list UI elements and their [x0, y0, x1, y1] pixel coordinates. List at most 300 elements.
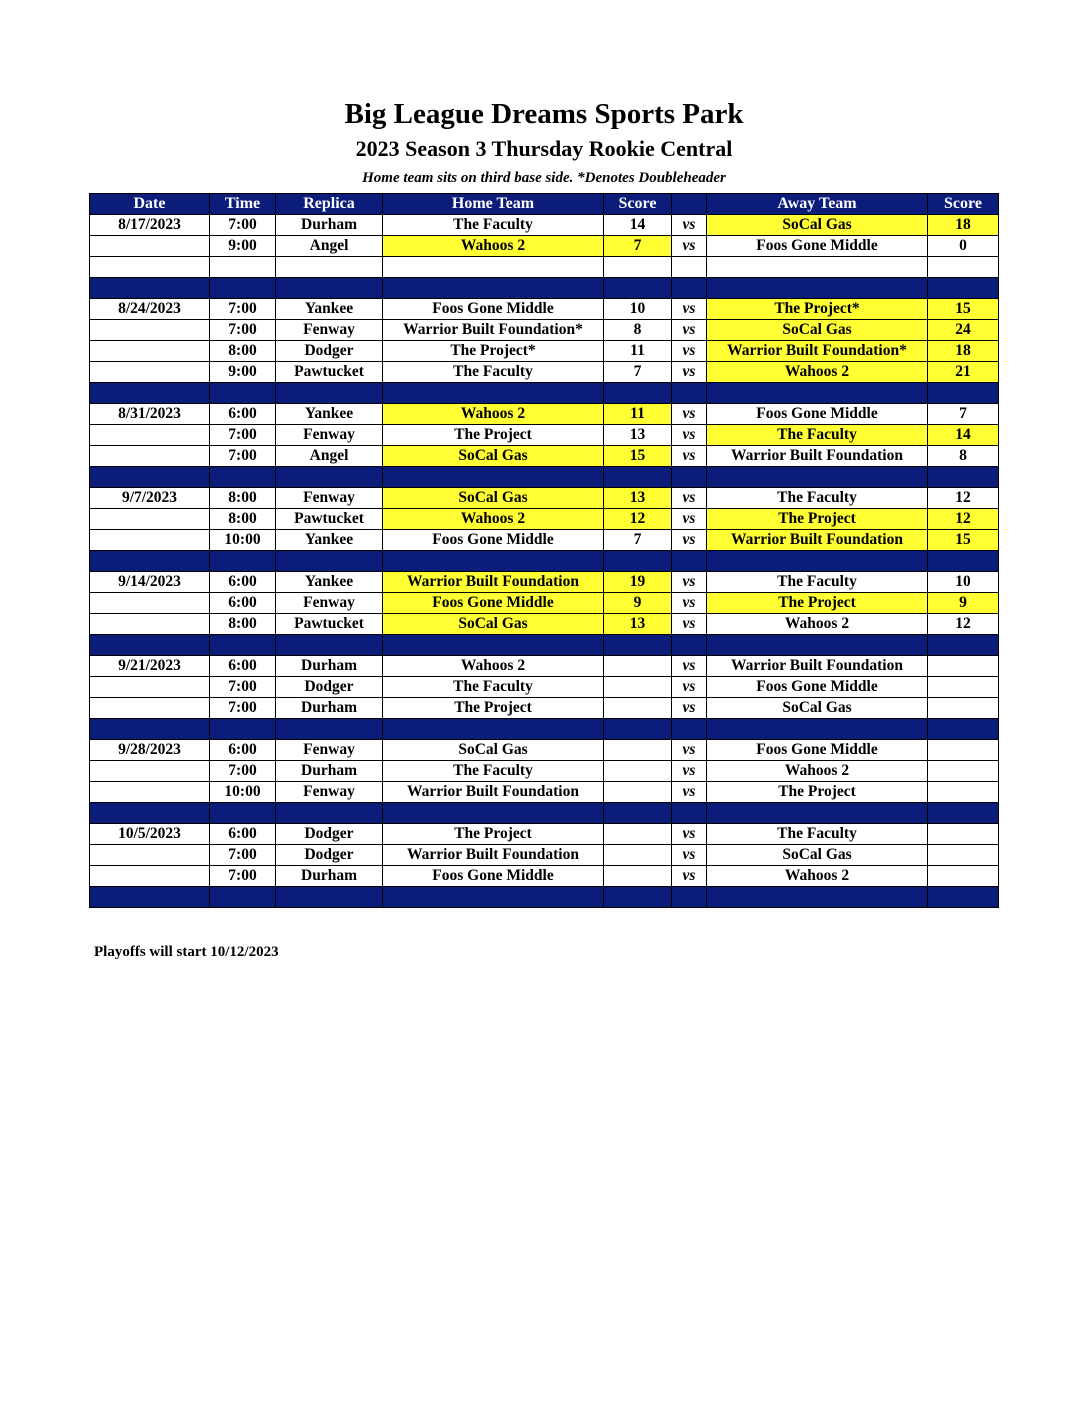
game-date: 8/31/2023 — [90, 404, 210, 425]
away-score — [928, 656, 999, 677]
vs-label: vs — [672, 698, 707, 719]
empty-cell — [383, 887, 604, 908]
empty-cell — [276, 278, 383, 299]
week-separator — [90, 467, 999, 488]
schedule-body — [90, 215, 999, 908]
game-row — [90, 236, 999, 257]
game-row — [90, 530, 999, 551]
game-time: 10:00 — [210, 530, 276, 551]
away-team: Wahoos 2 — [707, 866, 928, 887]
vs-label: vs — [672, 866, 707, 887]
vs-label: vs — [672, 299, 707, 320]
home-score — [604, 761, 672, 782]
home-score — [604, 698, 672, 719]
empty-cell — [672, 278, 707, 299]
col-home-team: Home Team — [383, 194, 604, 215]
game-row — [90, 572, 999, 593]
empty-cell — [90, 551, 210, 572]
game-row — [90, 698, 999, 719]
game-time: 6:00 — [210, 404, 276, 425]
game-replica: Dodger — [276, 845, 383, 866]
empty-cell — [210, 551, 276, 572]
vs-label: vs — [672, 215, 707, 236]
week-separator — [90, 803, 999, 824]
game-row — [90, 845, 999, 866]
home-team: Warrior Built Foundation — [383, 572, 604, 593]
page-note: Home team sits on third base side. *Denotes Doubleheader — [362, 170, 726, 186]
empty-cell — [276, 719, 383, 740]
empty-cell — [928, 551, 999, 572]
home-score — [604, 782, 672, 803]
away-score: 0 — [928, 236, 999, 257]
col-replica: Replica — [276, 194, 383, 215]
game-replica: Dodger — [276, 341, 383, 362]
away-team: Wahoos 2 — [707, 761, 928, 782]
empty-cell — [383, 467, 604, 488]
empty-cell — [604, 551, 672, 572]
away-score: 12 — [928, 488, 999, 509]
vs-label: vs — [672, 488, 707, 509]
home-team: SoCal Gas — [383, 614, 604, 635]
away-score: 24 — [928, 320, 999, 341]
away-team: Warrior Built Foundation* — [707, 341, 928, 362]
empty-cell — [210, 278, 276, 299]
empty-cell — [672, 551, 707, 572]
vs-label: vs — [672, 740, 707, 761]
empty-cell — [90, 467, 210, 488]
empty-cell — [90, 257, 210, 278]
away-score: 12 — [928, 614, 999, 635]
game-replica: Durham — [276, 866, 383, 887]
empty-cell — [210, 719, 276, 740]
home-team: Wahoos 2 — [383, 656, 604, 677]
empty-cell — [383, 803, 604, 824]
home-team: Wahoos 2 — [383, 404, 604, 425]
empty-cell — [383, 551, 604, 572]
away-team: SoCal Gas — [707, 215, 928, 236]
home-score: 11 — [604, 404, 672, 425]
home-team: SoCal Gas — [383, 488, 604, 509]
empty-cell — [276, 467, 383, 488]
game-row — [90, 215, 999, 236]
home-score: 11 — [604, 341, 672, 362]
playoffs-note: Playoffs will start 10/12/2023 — [94, 944, 279, 960]
empty-cell — [276, 383, 383, 404]
away-score: 21 — [928, 362, 999, 383]
home-team: The Faculty — [383, 362, 604, 383]
home-score — [604, 845, 672, 866]
empty-cell — [928, 635, 999, 656]
game-time: 6:00 — [210, 572, 276, 593]
game-date: 10/5/2023 — [90, 824, 210, 845]
away-team: Warrior Built Foundation — [707, 656, 928, 677]
game-date-empty — [90, 677, 210, 698]
col-vs — [672, 194, 707, 215]
empty-cell — [928, 278, 999, 299]
game-date: 9/21/2023 — [90, 656, 210, 677]
away-score — [928, 761, 999, 782]
game-row — [90, 299, 999, 320]
empty-cell — [383, 383, 604, 404]
empty-cell — [707, 383, 928, 404]
blank-row — [90, 257, 999, 278]
home-team: Foos Gone Middle — [383, 593, 604, 614]
empty-cell — [707, 257, 928, 278]
empty-cell — [90, 635, 210, 656]
game-time: 6:00 — [210, 740, 276, 761]
game-date-empty — [90, 362, 210, 383]
game-replica: Durham — [276, 215, 383, 236]
empty-cell — [276, 635, 383, 656]
game-time: 7:00 — [210, 866, 276, 887]
away-score: 12 — [928, 509, 999, 530]
home-team: The Project* — [383, 341, 604, 362]
away-team: The Project — [707, 509, 928, 530]
game-replica: Angel — [276, 236, 383, 257]
game-date-empty — [90, 341, 210, 362]
vs-label: vs — [672, 593, 707, 614]
home-score: 13 — [604, 488, 672, 509]
game-replica: Yankee — [276, 404, 383, 425]
empty-cell — [210, 467, 276, 488]
empty-cell — [672, 467, 707, 488]
away-score: 14 — [928, 425, 999, 446]
col-time: Time — [210, 194, 276, 215]
game-date-empty — [90, 425, 210, 446]
empty-cell — [90, 887, 210, 908]
empty-cell — [210, 803, 276, 824]
home-team: Wahoos 2 — [383, 236, 604, 257]
schedule-table — [89, 193, 999, 908]
away-team: The Project — [707, 782, 928, 803]
away-team: Foos Gone Middle — [707, 236, 928, 257]
away-score: 15 — [928, 530, 999, 551]
empty-cell — [383, 719, 604, 740]
game-row — [90, 677, 999, 698]
empty-cell — [672, 257, 707, 278]
away-team: Wahoos 2 — [707, 362, 928, 383]
empty-cell — [707, 278, 928, 299]
away-score: 18 — [928, 215, 999, 236]
vs-label: vs — [672, 656, 707, 677]
away-team: SoCal Gas — [707, 698, 928, 719]
week-separator — [90, 551, 999, 572]
home-score — [604, 866, 672, 887]
week-separator — [90, 278, 999, 299]
home-team: The Faculty — [383, 215, 604, 236]
game-row — [90, 404, 999, 425]
game-replica: Durham — [276, 761, 383, 782]
empty-cell — [210, 257, 276, 278]
home-score: 10 — [604, 299, 672, 320]
away-score — [928, 698, 999, 719]
vs-label: vs — [672, 845, 707, 866]
home-score: 19 — [604, 572, 672, 593]
game-replica: Fenway — [276, 740, 383, 761]
away-score: 10 — [928, 572, 999, 593]
game-replica: Angel — [276, 446, 383, 467]
empty-cell — [604, 803, 672, 824]
home-score — [604, 656, 672, 677]
home-team: SoCal Gas — [383, 740, 604, 761]
game-time: 7:00 — [210, 698, 276, 719]
game-time: 8:00 — [210, 341, 276, 362]
game-replica: Dodger — [276, 677, 383, 698]
away-team: Warrior Built Foundation — [707, 530, 928, 551]
away-team: Warrior Built Foundation — [707, 446, 928, 467]
away-score: 7 — [928, 404, 999, 425]
empty-cell — [928, 257, 999, 278]
empty-cell — [604, 887, 672, 908]
game-time: 8:00 — [210, 488, 276, 509]
home-score: 9 — [604, 593, 672, 614]
col-home-score: Score — [604, 194, 672, 215]
away-team: SoCal Gas — [707, 845, 928, 866]
game-time: 7:00 — [210, 845, 276, 866]
game-replica: Pawtucket — [276, 362, 383, 383]
vs-label: vs — [672, 446, 707, 467]
home-team: SoCal Gas — [383, 446, 604, 467]
game-date-empty — [90, 866, 210, 887]
game-date-empty — [90, 761, 210, 782]
game-row — [90, 782, 999, 803]
home-score: 15 — [604, 446, 672, 467]
away-team: The Faculty — [707, 488, 928, 509]
vs-label: vs — [672, 824, 707, 845]
empty-cell — [928, 383, 999, 404]
game-time: 8:00 — [210, 509, 276, 530]
home-team: Warrior Built Foundation — [383, 782, 604, 803]
game-row — [90, 488, 999, 509]
game-row — [90, 425, 999, 446]
page-subtitle: 2023 Season 3 Thursday Rookie Central — [355, 136, 733, 161]
vs-label: vs — [672, 425, 707, 446]
empty-cell — [90, 383, 210, 404]
vs-label: vs — [672, 530, 707, 551]
empty-cell — [928, 467, 999, 488]
game-time: 7:00 — [210, 425, 276, 446]
away-score — [928, 845, 999, 866]
empty-cell — [707, 551, 928, 572]
game-row — [90, 509, 999, 530]
game-row — [90, 761, 999, 782]
vs-label: vs — [672, 677, 707, 698]
game-replica: Fenway — [276, 320, 383, 341]
home-team: The Faculty — [383, 761, 604, 782]
game-time: 8:00 — [210, 614, 276, 635]
game-time: 7:00 — [210, 320, 276, 341]
home-score — [604, 677, 672, 698]
away-score — [928, 740, 999, 761]
game-time: 7:00 — [210, 677, 276, 698]
empty-cell — [604, 383, 672, 404]
empty-cell — [276, 887, 383, 908]
game-replica: Yankee — [276, 530, 383, 551]
empty-cell — [928, 887, 999, 908]
game-time: 9:00 — [210, 236, 276, 257]
vs-label: vs — [672, 761, 707, 782]
away-score — [928, 824, 999, 845]
home-score: 7 — [604, 362, 672, 383]
col-date: Date — [90, 194, 210, 215]
game-replica: Yankee — [276, 299, 383, 320]
away-team: The Faculty — [707, 824, 928, 845]
game-date-empty — [90, 614, 210, 635]
away-team: The Project — [707, 593, 928, 614]
week-separator — [90, 383, 999, 404]
empty-cell — [672, 719, 707, 740]
game-time: 7:00 — [210, 299, 276, 320]
empty-cell — [604, 467, 672, 488]
vs-label: vs — [672, 362, 707, 383]
empty-cell — [90, 719, 210, 740]
game-row — [90, 593, 999, 614]
game-row — [90, 656, 999, 677]
game-date-empty — [90, 530, 210, 551]
home-score — [604, 740, 672, 761]
empty-cell — [604, 257, 672, 278]
game-row — [90, 866, 999, 887]
empty-cell — [383, 257, 604, 278]
empty-cell — [928, 719, 999, 740]
col-away-score: Score — [928, 194, 999, 215]
vs-label: vs — [672, 236, 707, 257]
home-team: The Project — [383, 824, 604, 845]
home-score: 14 — [604, 215, 672, 236]
game-row — [90, 341, 999, 362]
empty-cell — [383, 635, 604, 656]
empty-cell — [604, 278, 672, 299]
game-row — [90, 362, 999, 383]
game-date-empty — [90, 845, 210, 866]
game-replica: Fenway — [276, 488, 383, 509]
game-time: 6:00 — [210, 824, 276, 845]
game-time: 7:00 — [210, 446, 276, 467]
empty-cell — [90, 278, 210, 299]
empty-cell — [210, 887, 276, 908]
home-score: 7 — [604, 236, 672, 257]
empty-cell — [707, 887, 928, 908]
vs-label: vs — [672, 341, 707, 362]
home-score: 13 — [604, 425, 672, 446]
home-team: Warrior Built Foundation — [383, 845, 604, 866]
game-replica: Durham — [276, 656, 383, 677]
home-score: 13 — [604, 614, 672, 635]
week-separator — [90, 635, 999, 656]
empty-cell — [707, 467, 928, 488]
game-row — [90, 446, 999, 467]
vs-label: vs — [672, 782, 707, 803]
away-team: The Faculty — [707, 425, 928, 446]
game-date-empty — [90, 236, 210, 257]
empty-cell — [90, 803, 210, 824]
away-score: 8 — [928, 446, 999, 467]
home-team: Foos Gone Middle — [383, 530, 604, 551]
home-score: 8 — [604, 320, 672, 341]
game-replica: Pawtucket — [276, 614, 383, 635]
game-time: 6:00 — [210, 656, 276, 677]
game-replica: Fenway — [276, 593, 383, 614]
week-separator — [90, 719, 999, 740]
game-time: 7:00 — [210, 761, 276, 782]
away-score: 15 — [928, 299, 999, 320]
home-score: 7 — [604, 530, 672, 551]
away-score: 18 — [928, 341, 999, 362]
away-team: Foos Gone Middle — [707, 677, 928, 698]
game-row — [90, 320, 999, 341]
empty-cell — [210, 383, 276, 404]
empty-cell — [672, 887, 707, 908]
away-team: Foos Gone Middle — [707, 404, 928, 425]
game-time: 10:00 — [210, 782, 276, 803]
home-team: Wahoos 2 — [383, 509, 604, 530]
game-date: 9/28/2023 — [90, 740, 210, 761]
game-replica: Fenway — [276, 425, 383, 446]
col-away-team: Away Team — [707, 194, 928, 215]
vs-label: vs — [672, 614, 707, 635]
game-date: 8/24/2023 — [90, 299, 210, 320]
empty-cell — [604, 635, 672, 656]
game-row — [90, 740, 999, 761]
empty-cell — [672, 803, 707, 824]
game-replica: Pawtucket — [276, 509, 383, 530]
vs-label: vs — [672, 509, 707, 530]
away-team: The Faculty — [707, 572, 928, 593]
game-time: 6:00 — [210, 593, 276, 614]
away-team: Foos Gone Middle — [707, 740, 928, 761]
vs-label: vs — [672, 572, 707, 593]
away-score — [928, 782, 999, 803]
empty-cell — [707, 803, 928, 824]
empty-cell — [707, 719, 928, 740]
home-team: The Project — [383, 425, 604, 446]
empty-cell — [672, 383, 707, 404]
game-date: 8/17/2023 — [90, 215, 210, 236]
game-date-empty — [90, 320, 210, 341]
game-date: 9/14/2023 — [90, 572, 210, 593]
away-team: Wahoos 2 — [707, 614, 928, 635]
game-date-empty — [90, 698, 210, 719]
empty-cell — [604, 719, 672, 740]
game-date: 9/7/2023 — [90, 488, 210, 509]
game-date-empty — [90, 509, 210, 530]
home-team: The Faculty — [383, 677, 604, 698]
header-row — [90, 194, 999, 215]
game-replica: Yankee — [276, 572, 383, 593]
empty-cell — [707, 635, 928, 656]
home-team: Foos Gone Middle — [383, 866, 604, 887]
game-row — [90, 614, 999, 635]
vs-label: vs — [672, 404, 707, 425]
game-replica: Fenway — [276, 782, 383, 803]
away-score — [928, 866, 999, 887]
home-score — [604, 824, 672, 845]
game-replica: Dodger — [276, 824, 383, 845]
page-title: Big League Dreams Sports Park — [344, 98, 744, 130]
empty-cell — [383, 278, 604, 299]
game-date-empty — [90, 593, 210, 614]
game-replica: Durham — [276, 698, 383, 719]
vs-label: vs — [672, 320, 707, 341]
game-time: 7:00 — [210, 215, 276, 236]
game-date-empty — [90, 446, 210, 467]
home-team: Foos Gone Middle — [383, 299, 604, 320]
away-score: 9 — [928, 593, 999, 614]
week-separator — [90, 887, 999, 908]
game-row — [90, 824, 999, 845]
game-date-empty — [90, 782, 210, 803]
empty-cell — [276, 551, 383, 572]
